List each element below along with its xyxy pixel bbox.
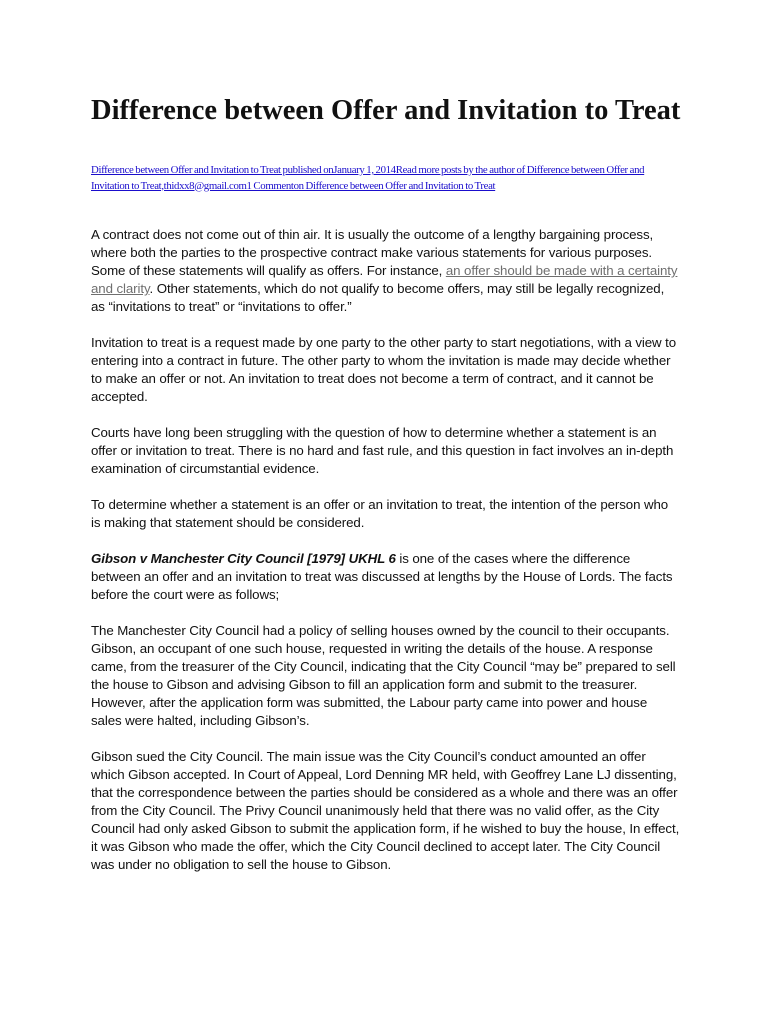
- meta-link[interactable]: Difference between Offer and Invitation to Treat published onJanuary 1, 2014Read more posts by the author of Difference between Offer and Invitation to Treat,thidxx8@gmail.com1 Commenton Difference between Offer and Invitation to Treat: [91, 164, 645, 192]
- paragraph-7: Gibson sued the City Council. The main issue was the City Council’s conduct amounted an offer which Gibson accepted. In Court of Appeal, Lord Denning MR held, with Geoffrey Lane LJ dissenting, that the correspondence between the parties should be considered as a whole and there was an offer from the City Council. The Privy Council unanimously held that there was no valid offer, as the City Council had only asked Gibson to submit the application form, if he wished to buy the house, In effect, it was Gibson who made the offer, which the City Council declined to accept later. The City Council was under no obligation to sell the house to Gibson.: [91, 749, 680, 872]
- certainty-clarity-link[interactable]: an offer should be made with a certainty and clarity: [91, 263, 678, 296]
- case-citation: Gibson v Manchester City Council [1979] UKHL 6: [91, 551, 396, 566]
- paragraph-2: Invitation to treat is a request made by one party to the other party to start negotiations, with a view to entering into a contract in future. The other party to whom the invitation is made may decide whether to make an offer or not. An invitation to treat does not become a term of contract, and it cannot be accepted.: [91, 335, 677, 404]
- paragraph-3: Courts have long been struggling with the question of how to determine whether a statement is an offer or invitation to treat. There is no hard and fast rule, and this question in fact involves an in-depth examination of circumstantial evidence.: [91, 425, 674, 476]
- article-body: [91, 226, 681, 892]
- paragraph-1: [91, 226, 681, 316]
- paragraph-5: [91, 550, 681, 604]
- paragraph-5-text: is one of the cases where the difference between an offer and an invitation to treat was discussed at lengths by the House of Lords. The facts before the court were as follows;: [91, 551, 673, 602]
- article-title: Difference between Offer and Invitation to Treat: [91, 95, 681, 126]
- paragraph-6: The Manchester City Council had a policy of selling houses owned by the council to their occupants. Gibson, an occupant of one such house, requested in writing the details of the house. A response came, from the treasurer of the City Council, indicating that the City Council “may be” prepared to sell the house to Gibson and advising Gibson to fill an application form and submit to the treasurer. However, after the application form was submitted, the Labour party came into power and house sales were halted, including Gibson’s.: [91, 623, 676, 728]
- paragraph-1-text-a: A contract does not come out of thin air. It is usually the outcome of a lengthy bargaining process, where both the parties to the prospective contract make various statements for various purposes. Some of these statements will qualify as offers. For instance,: [91, 227, 654, 278]
- paragraph-1-text-b: . Other statements, which do not qualify to become offers, may still be legally recognized, as “invitations to treat” or “invitations to offer.”: [91, 281, 665, 314]
- article-meta-links[interactable]: [91, 163, 681, 194]
- paragraph-4: To determine whether a statement is an offer or an invitation to treat, the intention of the person who is making that statement should be considered.: [91, 497, 669, 530]
